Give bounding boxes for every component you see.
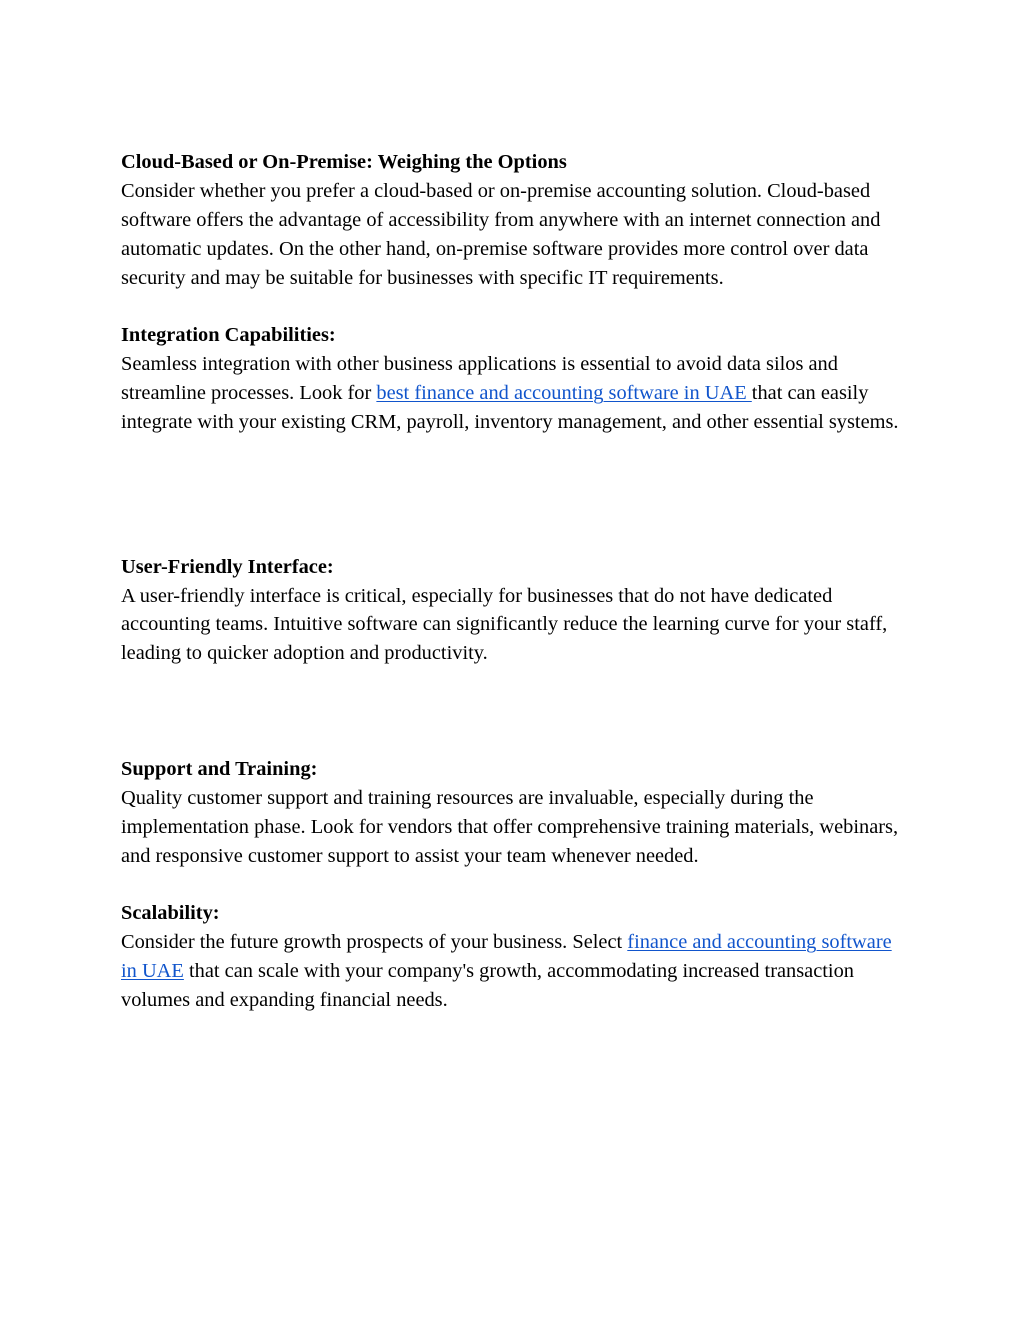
section-scalability — [121, 899, 911, 1015]
section-heading: Scalability: — [121, 902, 220, 925]
section-heading: Support and Training: — [121, 757, 318, 780]
paragraph-text: that can easily integrate with your existing CRM, payroll, inventory management, and other essential systems. — [121, 382, 899, 434]
paragraph-text: Seamless integration with other business applications is essential to avoid data silos and streamline processes. Look for — [121, 353, 838, 405]
section-paragraph: Consider whether you prefer a cloud-based or on-premise accounting solution. Cloud-based software offers the advantage of accessibility from anywhere with an internet connection and automatic updates. On the other hand, on-premise software provides more control over data security and may be suitable for businesses with specific IT requirements. — [121, 179, 881, 289]
accounting-software-link[interactable]: finance and accounting software in UAE — [121, 931, 892, 983]
section-integration-capabilities — [121, 321, 911, 437]
section-cloud-vs-on-premise — [121, 148, 911, 293]
section-user-friendly-interface — [121, 553, 911, 669]
section-heading: Integration Capabilities: — [121, 324, 336, 347]
section-paragraph: Quality customer support and training resources are invaluable, especially during the implementation phase. Look for vendors that offer comprehensive training materials, webinars, and responsive customer support to assist your team whenever needed. — [121, 786, 899, 867]
section-heading: Cloud-Based or On-Premise: Weighing the Options — [121, 151, 567, 173]
paragraph-text: that can scale with your company's growth, accommodating increased transaction volumes and expanding financial needs. — [121, 960, 854, 1012]
section-paragraph — [121, 350, 911, 437]
document-content — [121, 148, 911, 1015]
section-heading: User-Friendly Interface: — [121, 555, 334, 578]
best-accounting-software-link[interactable]: best finance and accounting software in UAE — [376, 382, 752, 405]
section-paragraph — [121, 928, 911, 1015]
paragraph-text: Consider the future growth prospects of your business. Select — [121, 931, 628, 954]
section-support-and-training — [121, 755, 911, 871]
section-paragraph: A user-friendly interface is critical, especially for businesses that do not have dedicated accounting teams. Intuitive software can significantly reduce the learning curve for your staff, leading to quicker adoption and productivity. — [121, 584, 888, 665]
